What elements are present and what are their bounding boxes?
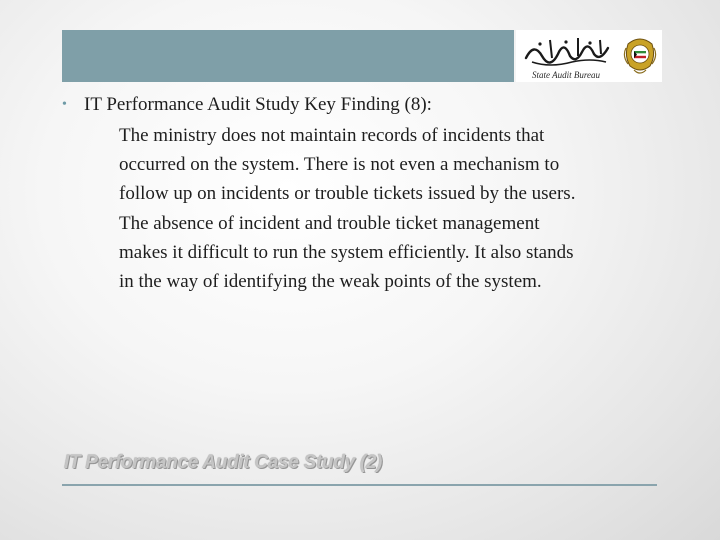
header-bar bbox=[62, 30, 514, 82]
footer-divider bbox=[62, 484, 657, 486]
body-line: The absence of incident and trouble ticket management bbox=[119, 212, 540, 234]
logo-area bbox=[516, 30, 662, 82]
body-line: occurred on the system. There is not even a mechanism to bbox=[119, 154, 560, 176]
body-line: The ministry does not maintain records of incidents that bbox=[119, 125, 545, 146]
arabic-calligraphy-logo bbox=[520, 34, 612, 70]
body-paragraph bbox=[119, 121, 664, 296]
body-line: in the way of identifying the weak points of the system. bbox=[119, 271, 542, 293]
bullet-icon: • bbox=[62, 97, 67, 112]
body-line: follow up on incidents or trouble tickets issued by the users. bbox=[119, 183, 576, 205]
kuwait-emblem-icon bbox=[620, 34, 660, 78]
logo-english-text: State Audit Bureau bbox=[532, 70, 600, 80]
footer-title: IT Performance Audit Case Study (2) bbox=[64, 452, 383, 473]
bullet-heading-text: IT Performance Audit Study Key Finding (8): bbox=[84, 94, 432, 115]
body-line: makes it difficult to run the system efficiently. It also stands bbox=[119, 241, 574, 263]
bullet-heading bbox=[62, 92, 682, 118]
